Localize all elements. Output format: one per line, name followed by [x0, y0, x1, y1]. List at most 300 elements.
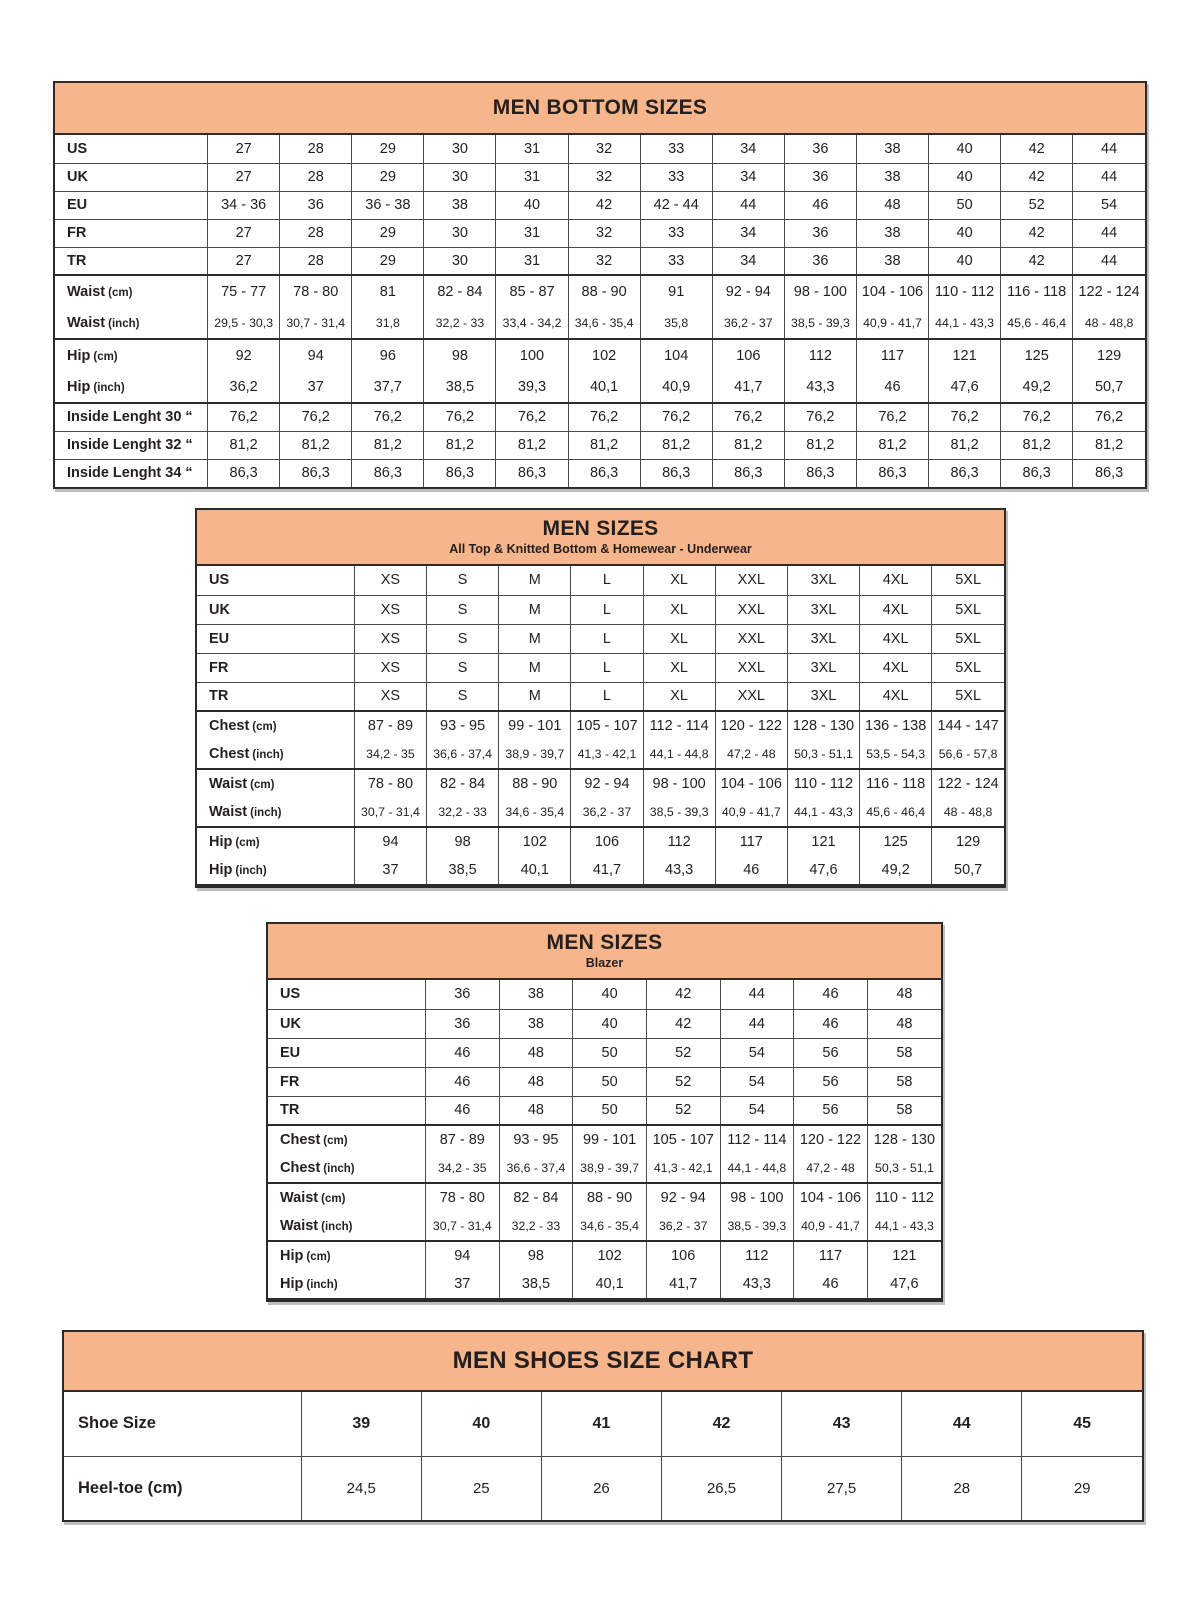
size-cell: 92 [208, 339, 280, 371]
size-cell: 34,2 - 35 [354, 740, 426, 769]
size-cell: 48 [499, 1038, 573, 1067]
size-cell: 42 [1001, 247, 1073, 275]
size-cell: 50,3 - 51,1 [867, 1154, 941, 1183]
size-cell: 54 [720, 1067, 794, 1096]
size-cell: 112 - 114 [720, 1125, 794, 1154]
size-cell: 81,2 [1001, 431, 1073, 459]
size-cell: 50,3 - 51,1 [787, 740, 859, 769]
size-cell: 47,6 [867, 1270, 941, 1299]
row-label [268, 1125, 425, 1154]
size-cell: 5XL [932, 624, 1004, 653]
size-cell: 47,2 - 48 [794, 1154, 868, 1183]
size-cell: 50 [573, 1067, 647, 1096]
row-label [55, 307, 208, 339]
size-cell: 33 [640, 135, 712, 163]
size-cell: 116 - 118 [1001, 275, 1073, 307]
size-table [197, 566, 1004, 886]
size-cell: 44,1 - 43,3 [867, 1212, 941, 1241]
row-label-main: Chest [280, 1160, 321, 1176]
table-header [55, 83, 1145, 135]
table-row [197, 856, 1004, 885]
table-title: MEN BOTTOM SIZES [492, 96, 708, 120]
row-label-main: Inside Lenght 32 “ [67, 437, 193, 453]
size-cell: 34 - 36 [208, 191, 280, 219]
row-label [55, 247, 208, 275]
size-cell: L [571, 682, 643, 711]
table-row [55, 191, 1145, 219]
size-cell: 48 [499, 1096, 573, 1125]
size-cell: 40,1 [568, 371, 640, 403]
size-cell: 76,2 [1001, 403, 1073, 431]
size-cell: 38,9 - 39,7 [573, 1154, 647, 1183]
size-cell: 3XL [787, 653, 859, 682]
table-row [55, 163, 1145, 191]
size-cell: 76,2 [424, 403, 496, 431]
size-cell: 36,6 - 37,4 [499, 1154, 573, 1183]
size-cell: 125 [860, 827, 932, 856]
size-cell: 78 - 80 [280, 275, 352, 307]
size-cell: 38 [856, 219, 928, 247]
size-cell: 92 - 94 [646, 1183, 720, 1212]
table-row [55, 431, 1145, 459]
row-label [197, 827, 354, 856]
size-cell: M [499, 682, 571, 711]
size-cell: XXL [715, 595, 787, 624]
size-cell: 98 - 100 [643, 769, 715, 798]
size-cell: 36 - 38 [352, 191, 424, 219]
row-label [197, 769, 354, 798]
size-cell: 40 [496, 191, 568, 219]
size-cell: 112 [643, 827, 715, 856]
size-cell: 26,5 [661, 1456, 781, 1520]
table-subtitle: All Top & Knitted Bottom & Homewear - Underwear [449, 542, 752, 557]
size-cell: 128 - 130 [787, 711, 859, 740]
size-cell: 58 [867, 1038, 941, 1067]
table-row [64, 1456, 1142, 1520]
size-cell: 35,8 [640, 307, 712, 339]
size-cell: XXL [715, 624, 787, 653]
size-cell: 98 - 100 [784, 275, 856, 307]
size-cell: 42 - 44 [640, 191, 712, 219]
row-label-main: Waist [67, 283, 106, 300]
size-cell: 40,9 - 41,7 [856, 307, 928, 339]
size-cell: S [427, 595, 499, 624]
row-label-main: Waist [280, 1190, 319, 1206]
row-label-main: TR [209, 688, 229, 705]
size-cell: 4XL [860, 682, 932, 711]
size-cell: 105 - 107 [646, 1125, 720, 1154]
size-cell: 128 - 130 [867, 1125, 941, 1154]
size-cell: 40 [929, 163, 1001, 191]
size-cell: 100 [496, 339, 568, 371]
size-cell: 29 [352, 135, 424, 163]
table-header [197, 510, 1004, 566]
size-cell: 27 [208, 219, 280, 247]
size-cell: 98 [427, 827, 499, 856]
size-cell: 120 - 122 [715, 711, 787, 740]
size-cell: L [571, 595, 643, 624]
size-cell: 86,3 [208, 459, 280, 487]
size-cell: 25 [421, 1456, 541, 1520]
size-cell: 28 [280, 135, 352, 163]
row-label [64, 1392, 301, 1456]
table-row [197, 711, 1004, 740]
row-label-main: Waist [280, 1218, 319, 1234]
size-cell: 47,6 [929, 371, 1001, 403]
size-cell: 31 [496, 163, 568, 191]
size-cell: 31 [496, 247, 568, 275]
size-cell: 104 - 106 [856, 275, 928, 307]
size-cell: 30 [424, 135, 496, 163]
row-label [197, 740, 354, 769]
size-cell: 102 [573, 1241, 647, 1270]
table-row [268, 1038, 941, 1067]
row-label [268, 1212, 425, 1241]
row-label [55, 191, 208, 219]
size-cell: 87 - 89 [354, 711, 426, 740]
size-cell: 38 [424, 191, 496, 219]
size-cell: 54 [1073, 191, 1145, 219]
size-cell: 117 [856, 339, 928, 371]
size-cell: 44 [902, 1392, 1022, 1456]
size-cell: XS [354, 682, 426, 711]
row-label-unit: (inch) [250, 807, 282, 819]
size-cell: 41,7 [712, 371, 784, 403]
size-cell: XL [643, 653, 715, 682]
size-cell: 121 [787, 827, 859, 856]
size-cell: 27,5 [782, 1456, 902, 1520]
size-cell: XXL [715, 682, 787, 711]
size-cell: 43,3 [720, 1270, 794, 1299]
row-label [268, 980, 425, 1009]
size-cell: 34 [712, 219, 784, 247]
size-cell: 36,2 - 37 [646, 1212, 720, 1241]
size-cell: L [571, 566, 643, 595]
size-cell: 46 [794, 1009, 868, 1038]
size-cell: 3XL [787, 566, 859, 595]
size-cell: 44 [720, 1009, 794, 1038]
row-label-main: Chest [280, 1132, 321, 1148]
size-cell: 30 [424, 163, 496, 191]
size-cell: 48 - 48,8 [1073, 307, 1145, 339]
size-cell: 5XL [932, 566, 1004, 595]
row-label-unit: (cm) [250, 779, 275, 791]
size-cell: 86,3 [352, 459, 424, 487]
size-table [55, 135, 1145, 487]
size-cell: 58 [867, 1096, 941, 1125]
size-cell: 38 [856, 163, 928, 191]
row-label [55, 135, 208, 163]
size-cell: 53,5 - 54,3 [860, 740, 932, 769]
size-cell: 30 [424, 219, 496, 247]
size-cell: 29 [1022, 1456, 1142, 1520]
size-cell: S [427, 566, 499, 595]
size-cell: 31 [496, 219, 568, 247]
size-cell: 36 [784, 163, 856, 191]
row-label-unit: (inch) [323, 1163, 355, 1175]
row-label-main: Chest [209, 718, 250, 734]
size-cell: 52 [646, 1038, 720, 1067]
row-label-main: Waist [209, 804, 248, 820]
size-cell: 76,2 [856, 403, 928, 431]
size-cell: 48 [867, 980, 941, 1009]
row-label [55, 371, 208, 403]
size-cell: 129 [932, 827, 1004, 856]
row-label-main: UK [67, 169, 88, 185]
row-label [268, 1270, 425, 1299]
size-cell: 42 [1001, 135, 1073, 163]
size-cell: 76,2 [568, 403, 640, 431]
size-cell: XXL [715, 653, 787, 682]
size-cell: 52 [1001, 191, 1073, 219]
table-row [268, 1241, 941, 1270]
size-cell: 76,2 [496, 403, 568, 431]
size-cell: 30,7 - 31,4 [354, 798, 426, 827]
size-cell: 34 [712, 135, 784, 163]
size-cell: M [499, 595, 571, 624]
size-cell: 75 - 77 [208, 275, 280, 307]
size-cell: 24,5 [301, 1456, 421, 1520]
size-cell: 32 [568, 163, 640, 191]
row-label-main: FR [209, 659, 229, 676]
size-cell: 36 [784, 135, 856, 163]
size-cell: 5XL [932, 653, 1004, 682]
size-cell: 34,2 - 35 [425, 1154, 499, 1183]
size-cell: 106 [712, 339, 784, 371]
row-label-unit: (cm) [306, 1251, 331, 1263]
size-cell: 34 [712, 247, 784, 275]
size-cell: 40 [421, 1392, 541, 1456]
size-cell: 81,2 [424, 431, 496, 459]
size-cell: 102 [568, 339, 640, 371]
size-cell: XS [354, 624, 426, 653]
size-cell: 86,3 [496, 459, 568, 487]
size-cell: XL [643, 624, 715, 653]
size-cell: 78 - 80 [354, 769, 426, 798]
size-cell: 34,6 - 35,4 [573, 1212, 647, 1241]
size-cell: 34,6 - 35,4 [499, 798, 571, 827]
size-cell: 44,1 - 44,8 [643, 740, 715, 769]
size-cell: 44 [1073, 247, 1145, 275]
size-cell: 34 [712, 163, 784, 191]
size-cell: 46 [794, 1270, 868, 1299]
table-row [55, 307, 1145, 339]
men-sizes-blazer-table [266, 922, 943, 1302]
size-cell: 40,9 - 41,7 [794, 1212, 868, 1241]
size-cell: 121 [867, 1241, 941, 1270]
size-cell: 38,5 [424, 371, 496, 403]
size-cell: 106 [571, 827, 643, 856]
row-label [197, 711, 354, 740]
size-cell: 78 - 80 [425, 1183, 499, 1212]
size-cell: 37 [354, 856, 426, 885]
size-cell: 129 [1073, 339, 1145, 371]
size-cell: 40 [573, 980, 647, 1009]
men-sizes-top-table [195, 508, 1006, 888]
table-title: MEN SIZES [546, 930, 663, 954]
size-cell: S [427, 653, 499, 682]
size-cell: 93 - 95 [499, 1125, 573, 1154]
table-row [197, 595, 1004, 624]
table-subtitle: Blazer [585, 956, 624, 971]
row-label-unit: (inch) [93, 381, 125, 394]
row-label-main: Hip [209, 862, 233, 878]
size-cell: 29,5 - 30,3 [208, 307, 280, 339]
size-cell: 94 [425, 1241, 499, 1270]
size-cell: 81,2 [929, 431, 1001, 459]
table-row [55, 403, 1145, 431]
size-cell: 36 [425, 1009, 499, 1038]
row-label-unit: (inch) [321, 1221, 353, 1233]
size-cell: 82 - 84 [424, 275, 496, 307]
size-cell: 81,2 [496, 431, 568, 459]
size-cell: 27 [208, 247, 280, 275]
row-label [268, 1038, 425, 1067]
size-cell: 3XL [787, 624, 859, 653]
size-cell: 45,6 - 46,4 [1001, 307, 1073, 339]
size-cell: L [571, 624, 643, 653]
row-label-main: Hip [67, 378, 91, 395]
size-cell: 30 [424, 247, 496, 275]
size-cell: 76,2 [352, 403, 424, 431]
row-label [268, 1183, 425, 1212]
size-cell: 38,5 [499, 1270, 573, 1299]
row-label-main: Shoe Size [78, 1414, 156, 1433]
size-cell: 88 - 90 [568, 275, 640, 307]
size-cell: 91 [640, 275, 712, 307]
size-cell: 36,2 - 37 [712, 307, 784, 339]
size-cell: 32,2 - 33 [427, 798, 499, 827]
size-cell: XS [354, 566, 426, 595]
size-cell: 112 [720, 1241, 794, 1270]
row-label-unit: (inch) [306, 1279, 338, 1291]
size-cell: 96 [352, 339, 424, 371]
size-cell: 86,3 [280, 459, 352, 487]
row-label-unit: (inch) [252, 749, 284, 761]
row-label [197, 653, 354, 682]
size-cell: 99 - 101 [499, 711, 571, 740]
size-cell: 44 [1073, 219, 1145, 247]
size-cell: M [499, 653, 571, 682]
size-cell: 32 [568, 219, 640, 247]
size-cell: 56,6 - 57,8 [932, 740, 1004, 769]
row-label [64, 1456, 301, 1520]
size-cell: 44 [712, 191, 784, 219]
size-cell: 88 - 90 [499, 769, 571, 798]
size-cell: 27 [208, 135, 280, 163]
size-cell: 4XL [860, 595, 932, 624]
size-cell: 82 - 84 [427, 769, 499, 798]
table-row [268, 980, 941, 1009]
size-cell: 48 [856, 191, 928, 219]
size-cell: 117 [715, 827, 787, 856]
size-cell: 38,5 - 39,3 [720, 1212, 794, 1241]
size-cell: 50 [573, 1038, 647, 1067]
size-cell: 32 [568, 135, 640, 163]
size-cell: 92 - 94 [712, 275, 784, 307]
row-label [197, 566, 354, 595]
size-cell: 122 - 124 [1073, 275, 1145, 307]
row-label [197, 624, 354, 653]
size-cell: 117 [794, 1241, 868, 1270]
size-cell: 40 [929, 247, 1001, 275]
size-cell: 76,2 [280, 403, 352, 431]
row-label-main: Waist [209, 776, 248, 792]
size-cell: 40,9 [640, 371, 712, 403]
size-cell: 105 - 107 [571, 711, 643, 740]
row-label [55, 431, 208, 459]
row-label [197, 682, 354, 711]
row-label-unit: (cm) [321, 1193, 346, 1205]
table-row [55, 339, 1145, 371]
size-cell: 81,2 [1073, 431, 1145, 459]
row-label-main: TR [280, 1102, 300, 1119]
size-cell: 76,2 [640, 403, 712, 431]
row-label-main: Chest [209, 746, 250, 762]
table-title: MEN SHOES SIZE CHART [452, 1346, 754, 1374]
size-cell: 39,3 [496, 371, 568, 403]
table-row [55, 371, 1145, 403]
table-row [197, 769, 1004, 798]
table-row [197, 624, 1004, 653]
size-cell: 48 [867, 1009, 941, 1038]
row-label-unit: (inch) [235, 865, 267, 877]
size-cell: 48 [499, 1067, 573, 1096]
table-row [268, 1212, 941, 1241]
table-row [55, 135, 1145, 163]
size-cell: 76,2 [929, 403, 1001, 431]
table-row [55, 275, 1145, 307]
size-cell: 58 [867, 1067, 941, 1096]
table-row [268, 1009, 941, 1038]
size-cell: 86,3 [568, 459, 640, 487]
row-label [268, 1154, 425, 1183]
size-cell: 56 [794, 1096, 868, 1125]
size-cell: 81,2 [640, 431, 712, 459]
size-cell: 46 [794, 980, 868, 1009]
row-label [268, 1096, 425, 1125]
size-cell: 104 - 106 [794, 1183, 868, 1212]
size-cell: 54 [720, 1096, 794, 1125]
size-cell: 94 [354, 827, 426, 856]
table-row [268, 1067, 941, 1096]
size-cell: M [499, 624, 571, 653]
size-cell: 38 [499, 980, 573, 1009]
table-row [55, 459, 1145, 487]
size-cell: 46 [425, 1096, 499, 1125]
size-cell: 4XL [860, 653, 932, 682]
row-label-unit: (cm) [108, 286, 133, 299]
size-cell: 5XL [932, 595, 1004, 624]
size-cell: 110 - 112 [867, 1183, 941, 1212]
size-cell: 52 [646, 1096, 720, 1125]
table-row [197, 566, 1004, 595]
size-cell: 4XL [860, 566, 932, 595]
row-label [55, 339, 208, 371]
size-cell: 99 - 101 [573, 1125, 647, 1154]
row-label [55, 219, 208, 247]
size-cell: 120 - 122 [794, 1125, 868, 1154]
table-row [197, 653, 1004, 682]
size-cell: 40,9 - 41,7 [715, 798, 787, 827]
size-cell: 34,6 - 35,4 [568, 307, 640, 339]
size-cell: 76,2 [208, 403, 280, 431]
size-cell: 112 - 114 [643, 711, 715, 740]
size-cell: 46 [715, 856, 787, 885]
size-cell: 110 - 112 [787, 769, 859, 798]
size-cell: 4XL [860, 624, 932, 653]
row-label [268, 1241, 425, 1270]
